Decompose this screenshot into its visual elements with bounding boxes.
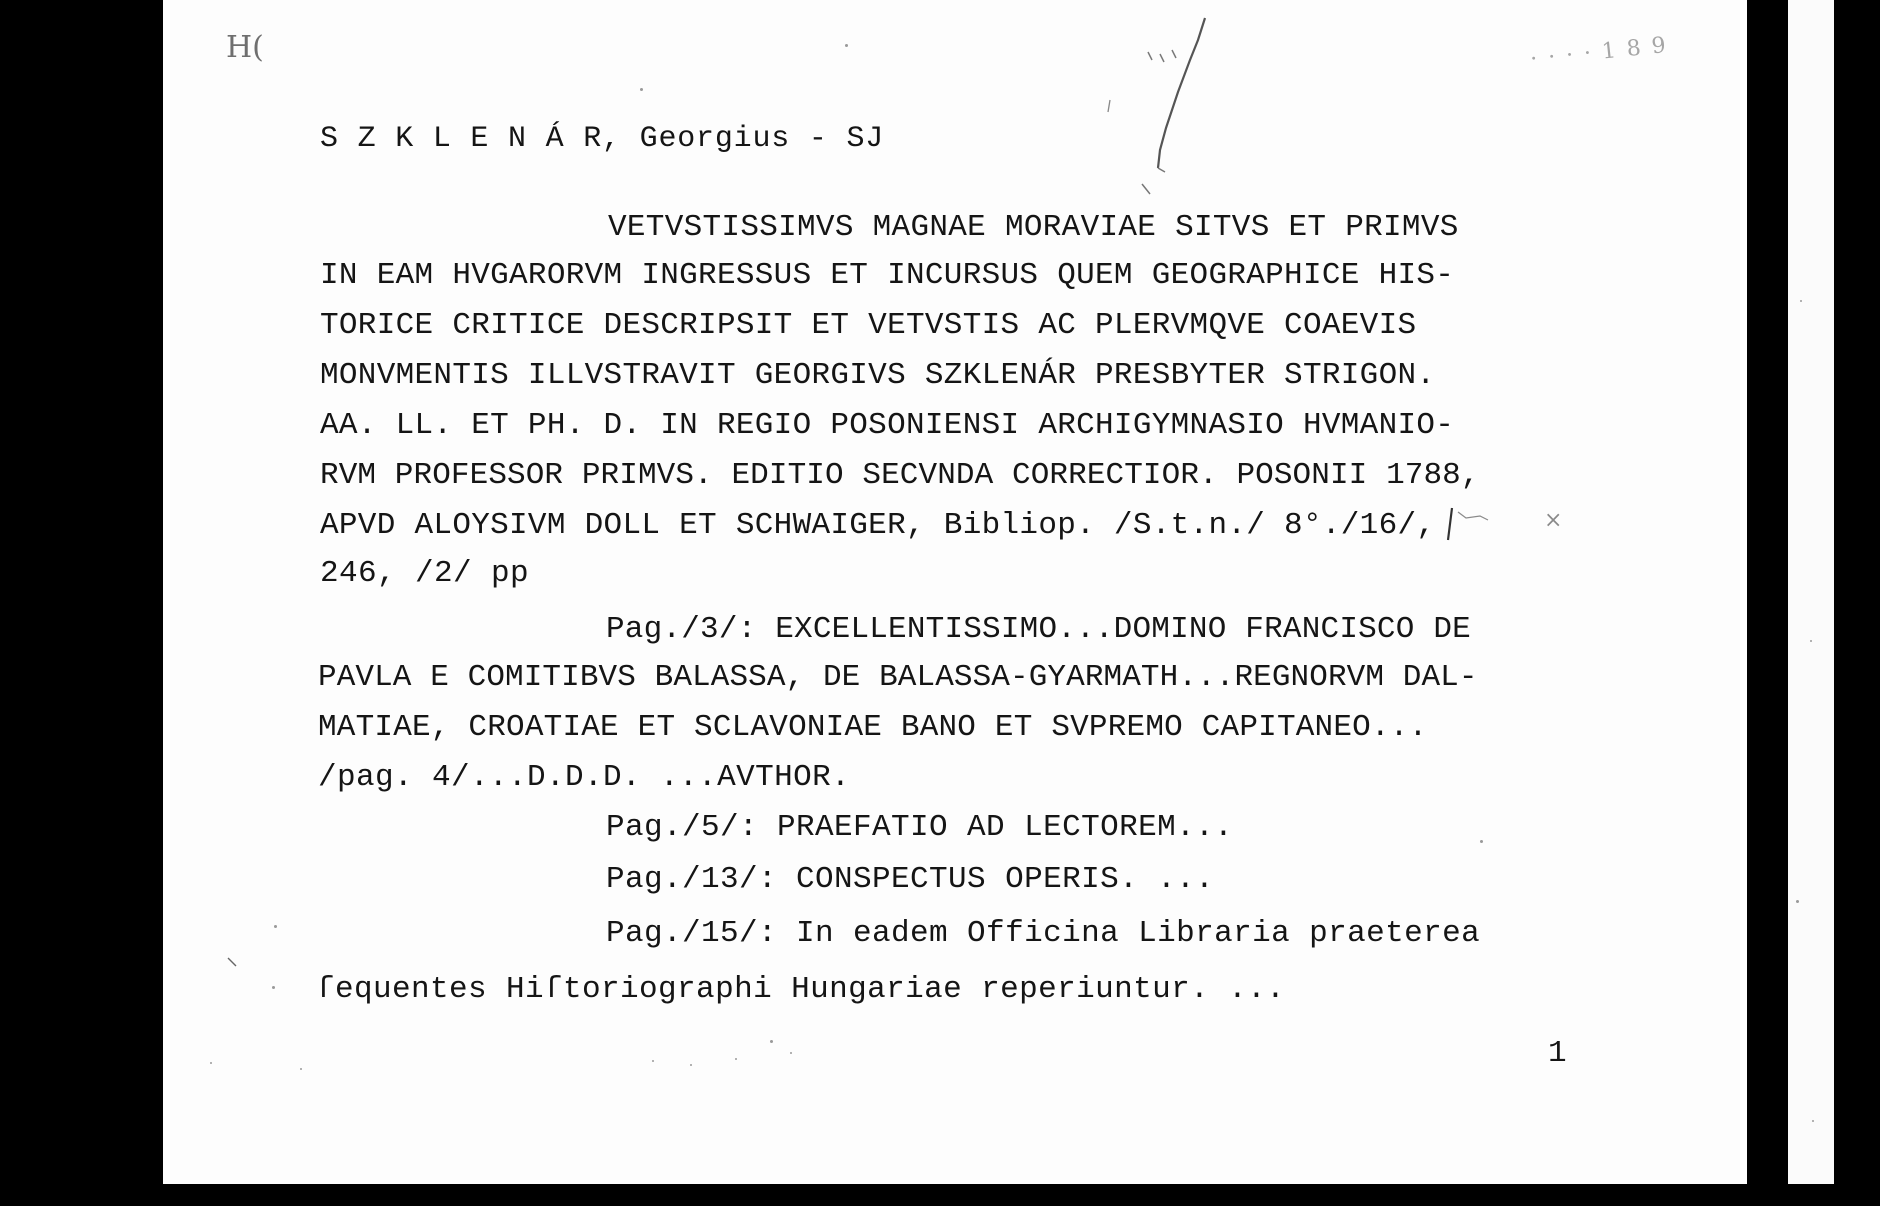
scan-speckle — [1480, 840, 1483, 843]
scan-speckle — [690, 1064, 692, 1066]
note-line: /pag. 4/...D.D.D. ...AVTHOR. — [318, 760, 851, 795]
note-line: Pag./13/: CONSPECTUS OPERIS. ... — [606, 862, 1215, 897]
scan-speckle — [1810, 640, 1812, 642]
scan-speckle — [790, 1052, 792, 1054]
card-number: 1 — [1548, 1036, 1568, 1071]
note-line: Pag./15/: In eadem Officina Libraria praeterea — [606, 916, 1481, 951]
title-line: RVM PROFESSOR PRIMVS. EDITIO SECVNDA CORRECTIOR. POSONII 1788, — [320, 458, 1480, 493]
title-line: TORICE CRITICE DESCRIPSIT ET VETVSTIS AC PLERVMQVE COAEVIS — [320, 308, 1417, 343]
title-line: MONVMENTIS ILLVSTRAVIT GEORGIVS SZKLENÁR PRESBYTER STRIGON. — [320, 358, 1436, 393]
title-line: 246, /2/ pp — [320, 556, 530, 591]
scan-speckle — [1812, 1120, 1814, 1122]
title-line: AA. LL. ET PH. D. IN REGIO POSONIENSI ARCHIGYMNASIO HVMANIO- — [320, 408, 1455, 443]
pencil-mark-top-right: · · · · 1 8 9 — [1529, 32, 1669, 73]
title-line: APVD ALOYSIVM DOLL ET SCHWAIGER, Bibliop. /S.t.n./ 8°./16/, — [320, 508, 1436, 543]
scan-speckle — [735, 1058, 737, 1060]
scan-speckle — [640, 88, 643, 91]
note-line: Pag./3/: EXCELLENTISSIMO...DOMINO FRANCISCO DE — [606, 612, 1471, 647]
pencil-mark-x: × — [1544, 508, 1563, 533]
scan-speckle — [770, 1040, 773, 1043]
scan-speckle — [210, 1062, 212, 1064]
title-line: IN EAM HVGARORVM INGRESSUS ET INCURSUS QUEM GEOGRAPHICE HIS- — [320, 258, 1455, 293]
note-line: MATIAE, CROATIAE ET SCLAVONIAE BANO ET SVPREMO CAPITANEO... — [318, 710, 1428, 745]
note-line: PAVLA E COMITIBVS BALASSA, DE BALASSA-GYARMATH...REGNORVM DAL- — [318, 660, 1478, 695]
scan-speckle — [652, 1060, 654, 1062]
pencil-mark-top-left: H( — [226, 30, 264, 65]
scan-speckle — [1800, 300, 1802, 302]
adjacent-card-edge — [1788, 0, 1834, 1206]
scan-speckle — [845, 44, 848, 47]
title-line: VETVSTISSIMVS MAGNAE MORAVIAE SITVS ET PRIMVS — [608, 210, 1459, 245]
scan-speckle — [300, 1068, 302, 1070]
scan-bottom-band — [0, 1184, 1880, 1206]
scan-speckle — [1796, 900, 1799, 903]
note-line: Pag./5/: PRAEFATIO AD LECTOREM... — [606, 810, 1234, 845]
note-line: ſequentes Hiſtoriographi Hungariae reperiuntur. ... — [316, 972, 1286, 1007]
card-heading: S Z K L E N Á R, Georgius - SJ — [320, 122, 885, 156]
scan-speckle — [274, 925, 277, 928]
scan-speckle — [272, 986, 275, 989]
